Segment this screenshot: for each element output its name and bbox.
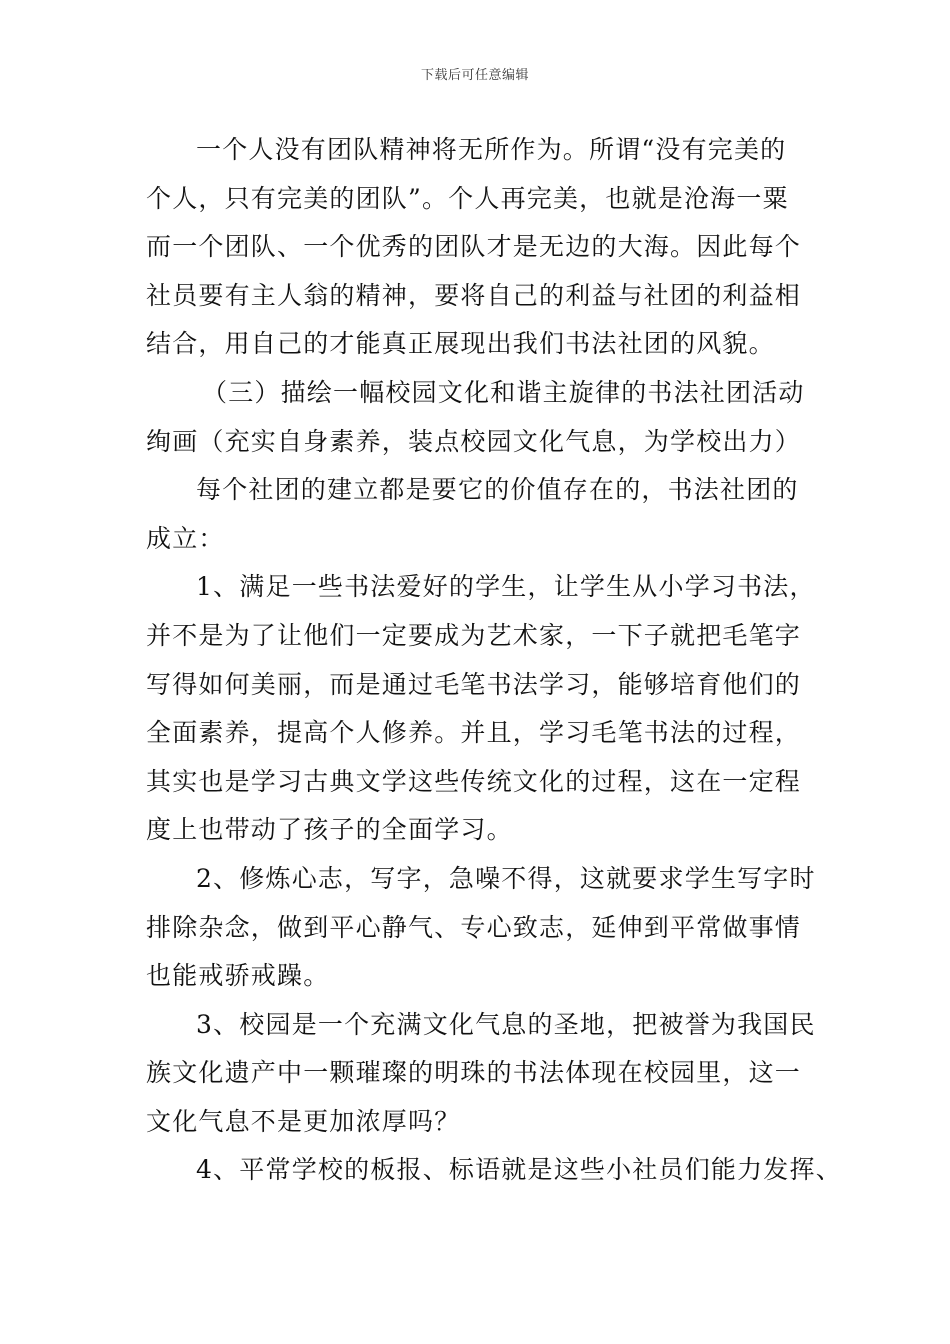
paragraph-line: 个人，只有完美的团队”。个人再完美，也就是沧海一粟	[146, 183, 789, 213]
section-heading-line: 绚画（充实自身素养，装点校园文化气息，为学校出力）	[146, 426, 802, 456]
list-item-line: 写得如何美丽，而是通过毛笔书法学习，能够培育他们的	[146, 669, 802, 699]
list-item-line: 也能戒骄戒躁。	[146, 961, 330, 991]
list-item-line: 2、修炼心志，写字，急噪不得，这就要求学生写字时	[196, 863, 816, 893]
paragraph-line: 结合，用自己的才能真正展现出我们书法社团的风貌。	[146, 329, 775, 359]
list-item-line: 并不是为了让他们一定要成为艺术家，一下子就把毛笔字	[146, 620, 802, 650]
list-item-line: 全面素养，提高个人修养。并且，学习毛笔书法的过程，	[146, 718, 802, 748]
document-body	[146, 126, 842, 1195]
paragraph-line: 社员要有主人翁的精神，要将自己的利益与社团的利益相	[146, 280, 802, 310]
list-item-line: 度上也带动了孩子的全面学习。	[146, 815, 513, 845]
paragraph-line: 一个人没有团队精神将无所作为。所谓“没有完美的	[196, 135, 787, 164]
page-header: 下载后可任意编辑	[420, 68, 529, 83]
section-heading-line: （三）描绘一幅校园文化和谐主旋律的书法社团活动	[202, 377, 805, 407]
list-item-line: 族文化遗产中一颗璀璨的明珠的书法体现在校园里，这一	[146, 1058, 802, 1088]
paragraph-line: 每个社团的建立都是要它的价值存在的，书法社团的	[196, 475, 799, 505]
list-item-line: 1、满足一些书法爱好的学生，让学生从小学习书法，	[196, 572, 816, 602]
paragraph-line: 而一个团队、一个优秀的团队才是无边的大海。因此每个	[146, 232, 802, 262]
list-item-line: 排除杂念，做到平心静气、专心致志，延伸到平常做事情	[146, 912, 802, 942]
list-item-line: 4、平常学校的板报、标语就是这些小社员们能力发挥、	[196, 1155, 842, 1185]
list-item-line: 文化气息不是更加浓厚吗？	[146, 1106, 461, 1136]
paragraph-line: 成立：	[146, 523, 225, 553]
list-item-line: 其实也是学习古典文学这些传统文化的过程，这在一定程	[146, 766, 802, 796]
list-item-line: 3、校园是一个充满文化气息的圣地，把被誉为我国民	[196, 1009, 816, 1039]
